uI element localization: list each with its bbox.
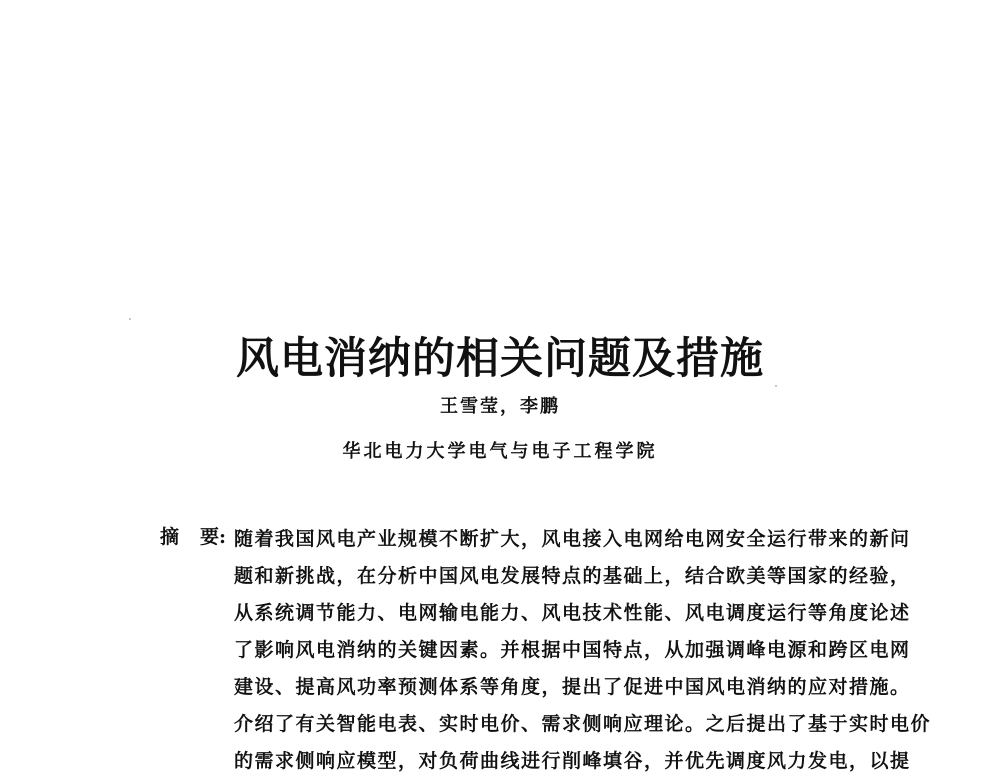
abstract-label-char1: 摘 <box>160 526 180 548</box>
abstract-line: 的需求侧响应模型，对负荷曲线进行削峰填谷，并优先调度风力发电，以提 <box>234 750 911 772</box>
abstract-line: 建设、提高风功率预测体系等角度，提出了促进中国风电消纳的应对措施。 <box>234 676 911 698</box>
paper-authors: 王雪莹，李鹏 <box>440 396 560 417</box>
scan-speck <box>129 318 131 320</box>
paper-affiliation: 华北电力大学电气与电子工程学院 <box>342 441 658 462</box>
abstract-line: 随着我国风电产业规模不断扩大，风电接入电网给电网安全运行带来的新问 <box>234 528 911 550</box>
abstract-line: 从系统调节能力、电网输电能力、风电技术性能、风电调度运行等角度论述 <box>234 602 911 624</box>
abstract-line: 介绍了有关智能电表、实时电价、需求侧响应理论。之后提出了基于实时电价 <box>234 713 932 735</box>
abstract-label <box>160 522 226 549</box>
abstract-line: 题和新挑战，在分析中国风电发展特点的基础上，结合欧美等国家的经验， <box>234 565 911 587</box>
paper-title: 风电消纳的相关问题及措施 <box>236 333 764 384</box>
abstract-line: 了影响风电消纳的关键因素。并根据中国特点，从加强调峰电源和跨区电网 <box>234 639 911 661</box>
abstract-label-char2: 要: <box>200 526 227 548</box>
abstract-body <box>234 521 932 780</box>
